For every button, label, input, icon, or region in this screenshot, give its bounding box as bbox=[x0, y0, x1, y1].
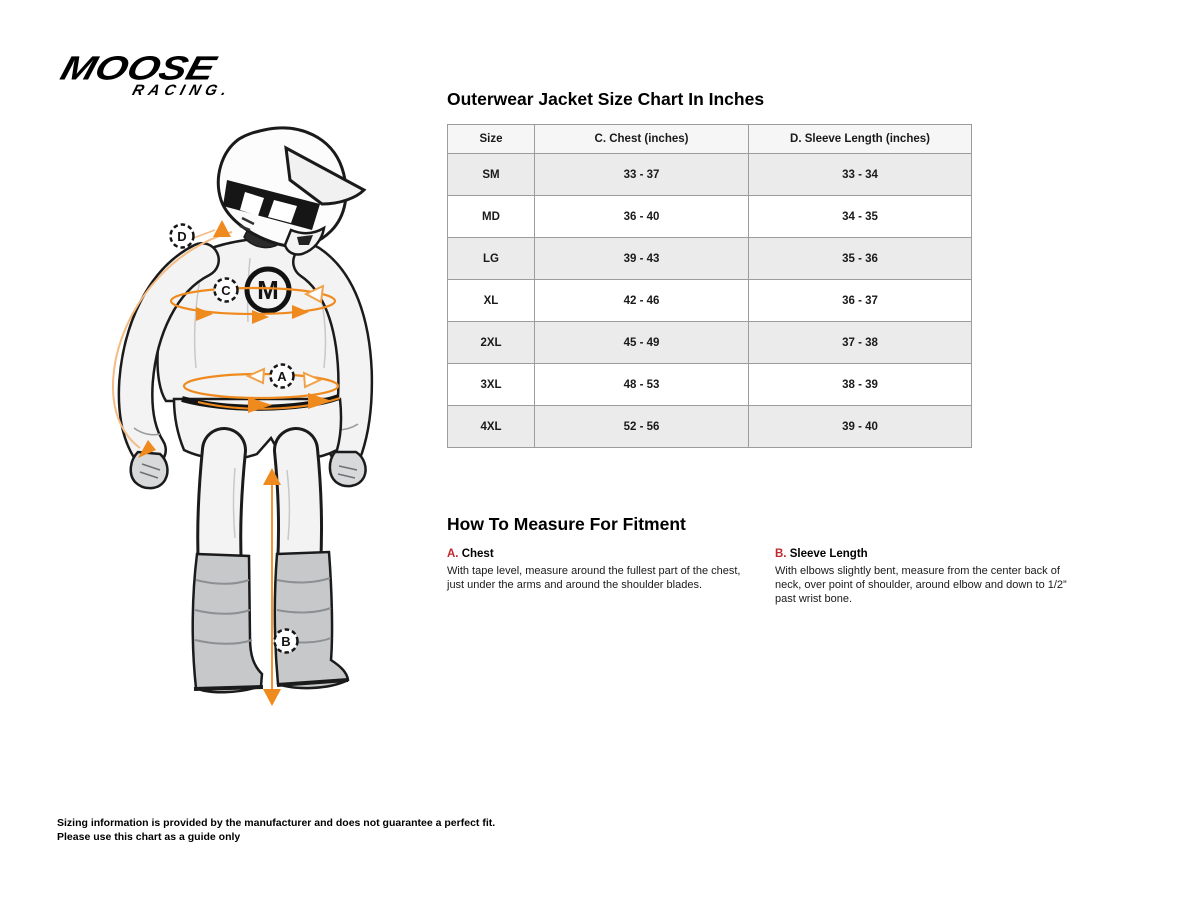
badge-c bbox=[215, 279, 238, 302]
table-row bbox=[448, 196, 972, 238]
column-header: C. Chest (inches) bbox=[535, 125, 749, 154]
moose-racing-logo bbox=[57, 44, 257, 98]
svg-text:D: D bbox=[177, 229, 187, 244]
chest-cell: 39 - 43 bbox=[535, 238, 749, 280]
footer-disclaimer bbox=[57, 817, 495, 844]
table-row bbox=[448, 154, 972, 196]
chest-cell: 45 - 49 bbox=[535, 322, 749, 364]
size-cell: LG bbox=[448, 238, 535, 280]
table-row bbox=[448, 406, 972, 448]
table-header-row bbox=[448, 125, 972, 154]
footer-line-2: Please use this chart as a guide only bbox=[57, 830, 241, 843]
size-cell: 4XL bbox=[448, 406, 535, 448]
logo-moose-text: MOOSE bbox=[56, 48, 220, 87]
chest-cell: 52 - 56 bbox=[535, 406, 749, 448]
svg-text:A: A bbox=[277, 369, 287, 384]
boot-left bbox=[193, 554, 263, 692]
neck-arrowhead bbox=[213, 220, 231, 237]
column-header: Size bbox=[448, 125, 535, 154]
size-table-body bbox=[448, 154, 972, 448]
glove-right bbox=[330, 452, 366, 486]
size-cell: 2XL bbox=[448, 322, 535, 364]
size-chart-title: Outerwear Jacket Size Chart In Inches bbox=[447, 89, 765, 109]
sleeve-cell: 38 - 39 bbox=[749, 364, 972, 406]
measure-text-sleeve: With elbows slightly bent, measure from the center back of neck, over point of shoulder, around elbow and down to 1/2” past wrist bone. bbox=[775, 564, 1067, 605]
measure-label-chest: Chest bbox=[461, 548, 494, 560]
measure-letter-a: A. bbox=[447, 548, 459, 560]
measure-text-chest: With tape level, measure around the fullest part of the chest, just under the arms and around the shoulder blades. bbox=[447, 564, 741, 591]
measure-label-sleeve: Sleeve Length bbox=[789, 548, 868, 560]
sleeve-cell: 34 - 35 bbox=[749, 196, 972, 238]
chest-cell: 42 - 46 bbox=[535, 280, 749, 322]
size-cell: MD bbox=[448, 196, 535, 238]
sleeve-cell: 39 - 40 bbox=[749, 406, 972, 448]
rider-illustration bbox=[50, 118, 430, 748]
jersey-moose-logo bbox=[247, 269, 289, 311]
chest-cell: 48 - 53 bbox=[535, 364, 749, 406]
footer-line-1: Sizing information is provided by the manufacturer and does not guarantee a perfect fit. bbox=[57, 817, 496, 829]
badge-a bbox=[271, 365, 294, 388]
measure-item-chest bbox=[447, 547, 757, 606]
measurement-figure bbox=[50, 118, 430, 748]
how-to-measure-title: How To Measure For Fitment bbox=[447, 514, 686, 534]
size-cell: XL bbox=[448, 280, 535, 322]
logo-racing-text: RACING. bbox=[130, 82, 234, 99]
helmet bbox=[218, 128, 364, 255]
size-cell: SM bbox=[448, 154, 535, 196]
table-row bbox=[448, 364, 972, 406]
measure-letter-b: B. bbox=[775, 548, 787, 560]
badge-b bbox=[275, 630, 298, 653]
badge-d bbox=[171, 225, 194, 248]
svg-text:C: C bbox=[221, 283, 231, 298]
chest-cell: 36 - 40 bbox=[535, 196, 749, 238]
column-header: D. Sleeve Length (inches) bbox=[749, 125, 972, 154]
how-to-measure-section bbox=[447, 514, 1107, 606]
boot-right bbox=[275, 552, 348, 688]
glove-left bbox=[131, 452, 168, 488]
table-row bbox=[448, 280, 972, 322]
svg-text:B: B bbox=[281, 634, 291, 649]
size-chart-table bbox=[447, 124, 972, 448]
measure-item-sleeve bbox=[775, 547, 1080, 606]
table-row bbox=[448, 322, 972, 364]
size-cell: 3XL bbox=[448, 364, 535, 406]
chest-cell: 33 - 37 bbox=[535, 154, 749, 196]
table-row bbox=[448, 238, 972, 280]
sleeve-cell: 36 - 37 bbox=[749, 280, 972, 322]
sleeve-cell: 33 - 34 bbox=[749, 154, 972, 196]
rider-body bbox=[131, 224, 366, 692]
svg-text:M: M bbox=[257, 275, 279, 305]
sleeve-cell: 35 - 36 bbox=[749, 238, 972, 280]
sleeve-cell: 37 - 38 bbox=[749, 322, 972, 364]
